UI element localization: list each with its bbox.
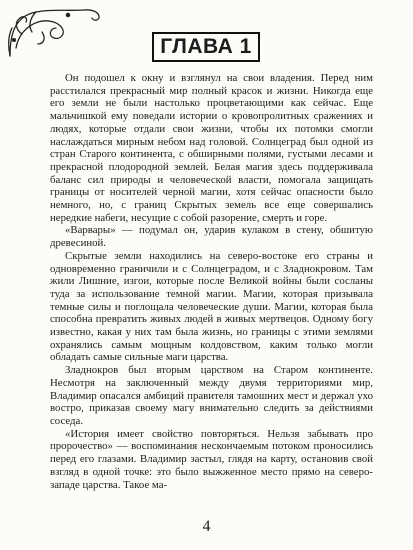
chapter-title-box	[152, 32, 260, 62]
paragraph: Скрытые земли находились на северо-востоке его страны и одновременно граничили и с Солнцеградом, и с Зладнокровом. Там жили Лишние, изгои, которые после Великой войны были сосланы туда за использование темной магии. Магии, которая призывала темные силы и поглощала человеческие души. Магии, которая была способна превратить живых людей в живых мертвецов. Одному богу известно, какая у них там была жизнь, но границы с этими землями охранялись самым мощным колдовством, каким только могли обладать самые сильные маги царства.	[50, 249, 373, 364]
paragraph: Он подошел к окну и взглянул на свои владения. Перед ним расстилался прекрасный мир полный красок и жизни. Никогда еще его земли не были настолько процветающими как сейчас. Еще мальчишкой ему поведали истории о кровопролитных сражениях и людях, которые отдали свои жизни, чтобы их потомки смогли наслаждаться мирным небом над головой. Солнцеград был одной из стран Старого континента, с обширными полями, густыми лесами и прекрасной плодородной землей. Белая магия здесь поддерживала баланс сил природы и человеческой власти, помогала защищать границы от носителей черной магии, хотя сейчас опасности было немного, но, с границ Скрытых земель все еще совершались нередкие набеги, несущие с собой разорение, смерть и горе.	[50, 72, 373, 224]
paragraph: Зладнокров был вторым царством на Старом континенте. Несмотря на заключенный между двумя территориями мир, Владимир опасался амбиций правителя тамошних мест и держал ухо востро, приказав своему магу внимательно следить за действиями соседа.	[50, 364, 373, 427]
paragraph: «Варвары» — подумал он, ударив кулаком в стену, обшитую древесиной.	[50, 224, 373, 250]
chapter-text	[50, 72, 373, 491]
corner-ornament	[6, 6, 102, 58]
page-number: 4	[202, 518, 211, 535]
paragraph: «История имеет свойство повторяться. Нельзя забывать про пророчество» — воспоминания нескончаемым потоком проносились перед его глазами. Владимир застыл, глядя на карту, остановив свой взгляд в одной точке: это было выжженное место прямо на северо-западе царства. Такое ма-	[50, 427, 373, 491]
chapter-title: ГЛАВА 1	[160, 35, 252, 58]
